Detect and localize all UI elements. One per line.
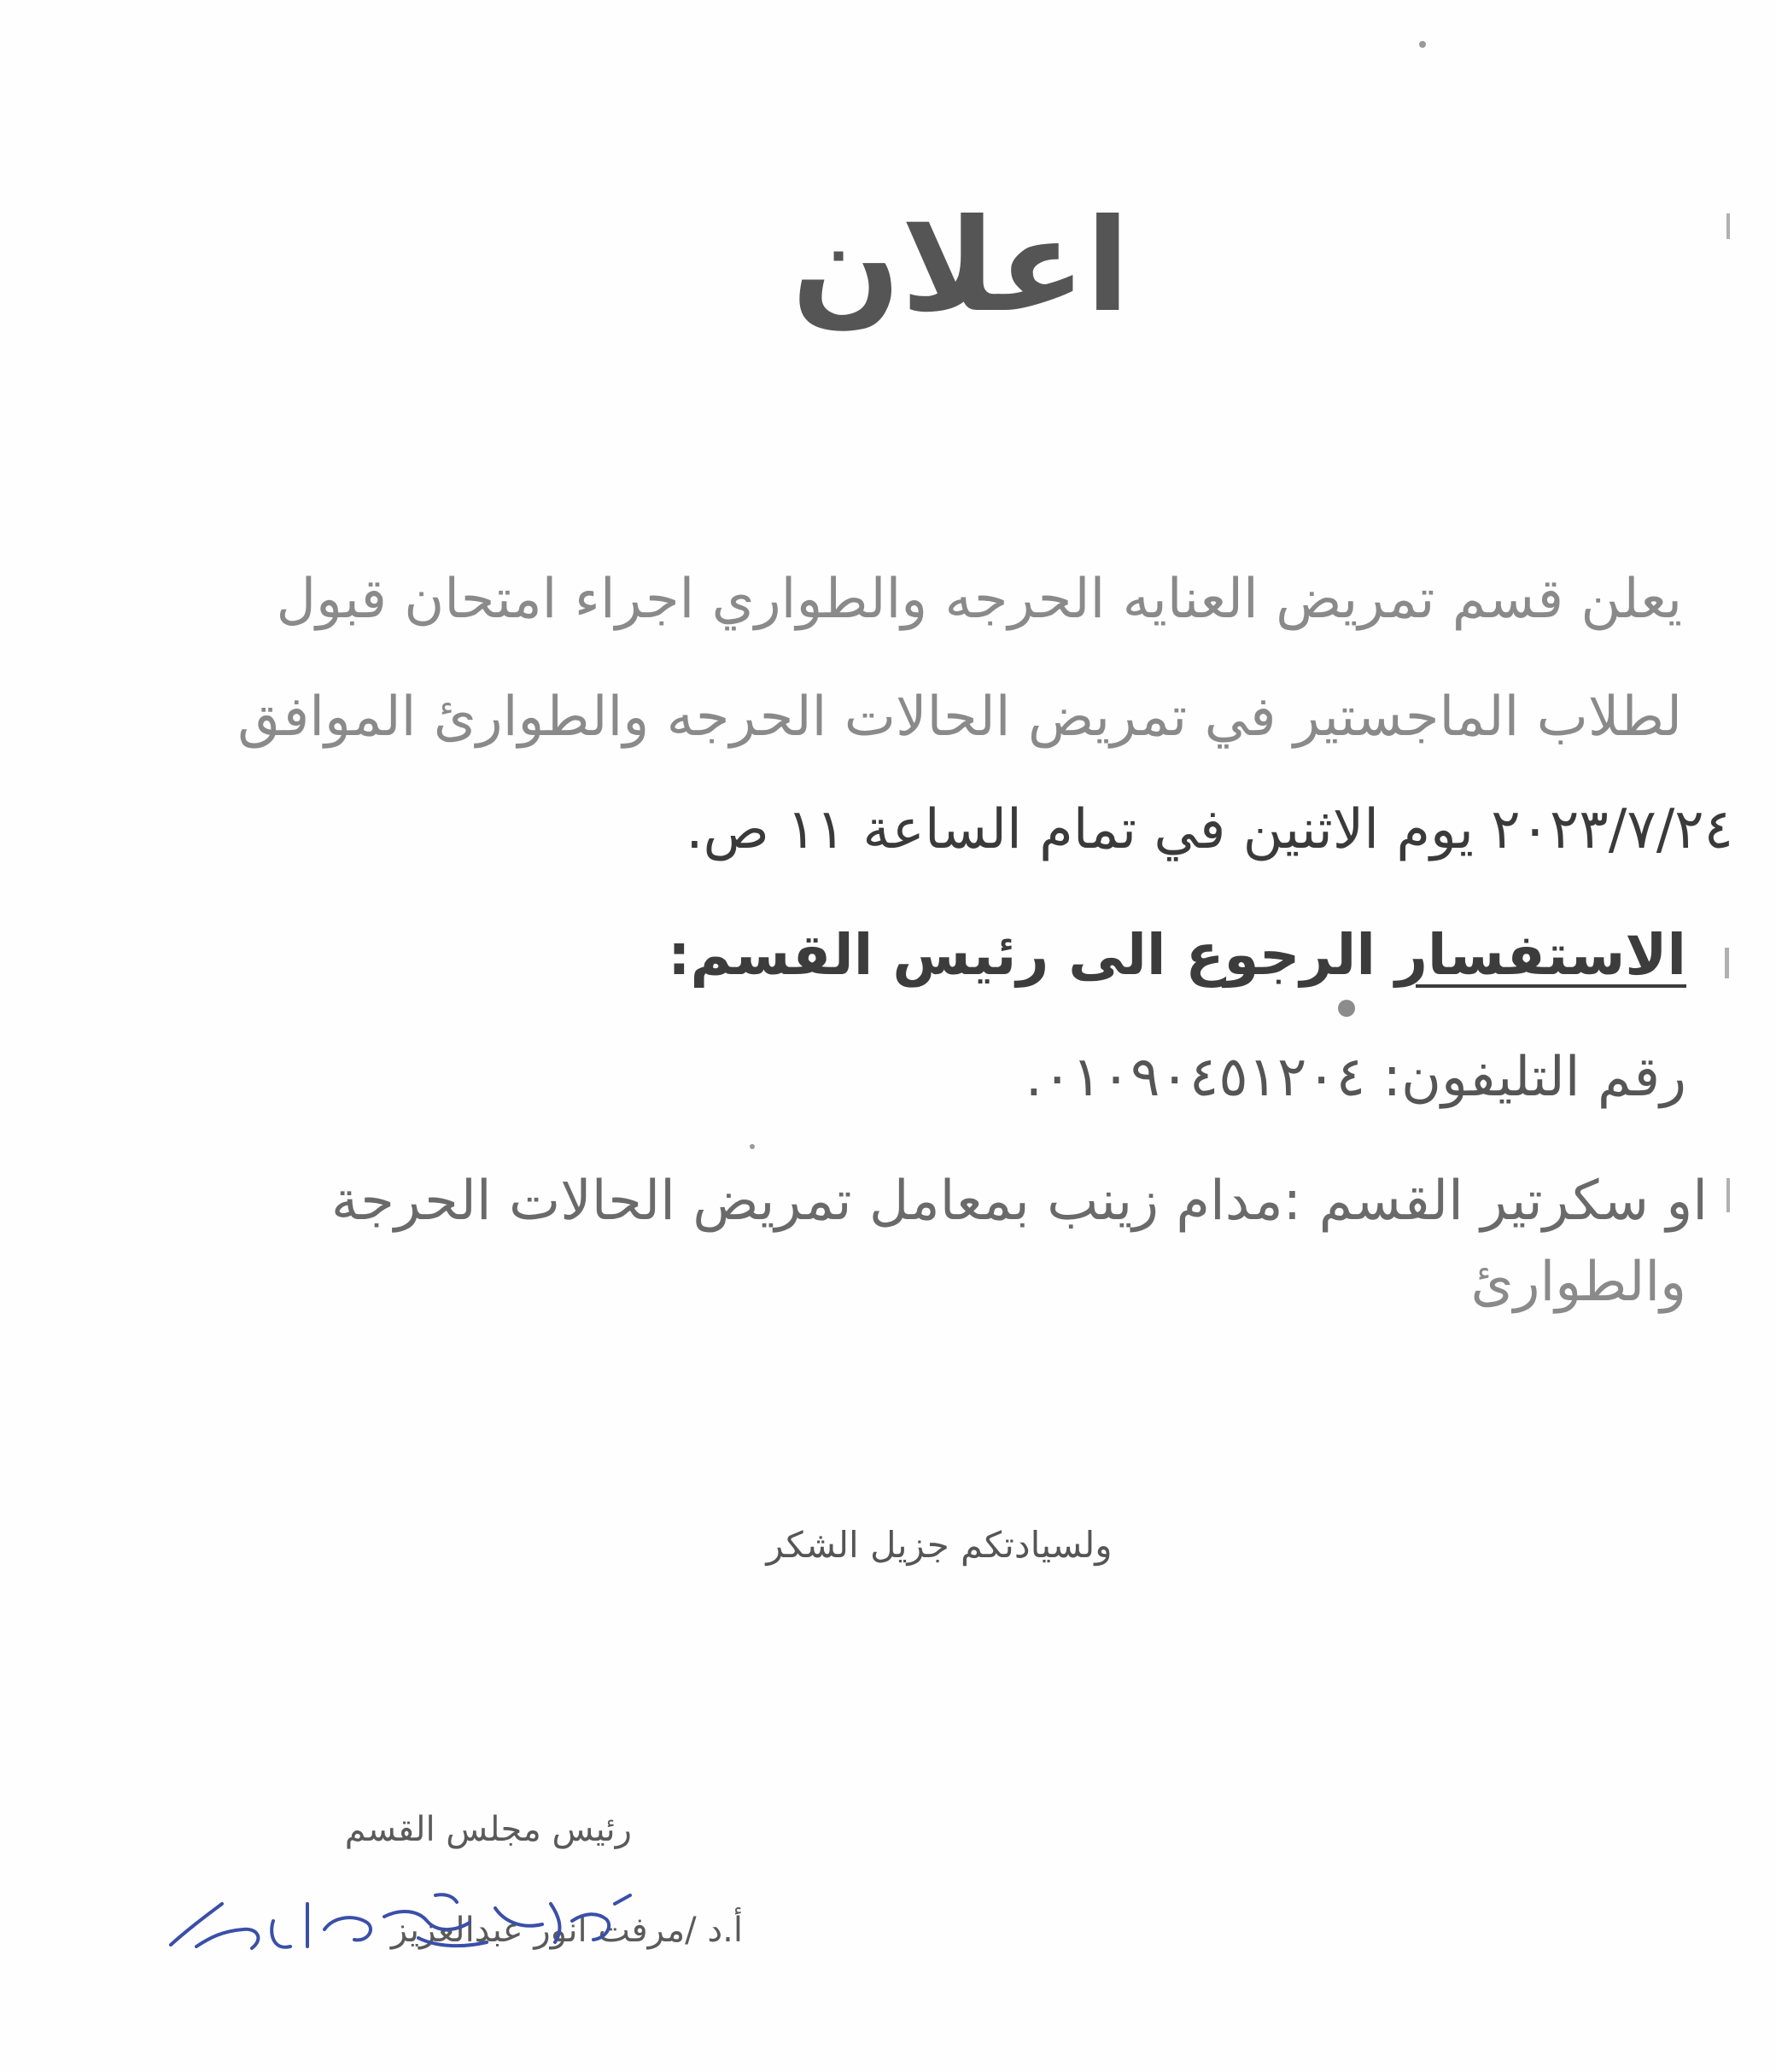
inquiry-rest: الرجوع الى رئيس القسم:	[668, 922, 1395, 988]
paragraph-line-2: لطلاب الماجستير في تمريض الحالات الحرجه والطوارئ الموافق	[237, 686, 1682, 749]
closing-thanks: ولسيادتكم جزيل الشكر	[766, 1524, 1113, 1566]
secretary-line-1: او سكرتير القسم :مدام زينب بمعامل تمريض الحالات الحرجة	[330, 1170, 1708, 1233]
scan-speck	[750, 1144, 755, 1149]
paragraph-line-3: ٢٠٢٣/٧/٢٤ يوم الاثنين في تمام الساعة ١١ ص.	[686, 798, 1733, 861]
scan-speck	[1419, 41, 1426, 48]
margin-mark	[1725, 948, 1729, 978]
margin-mark	[1726, 1178, 1730, 1212]
signatory-name: أ.د /مرفت انور عبدالعزيز	[390, 1911, 743, 1950]
handwritten-signature	[162, 1870, 640, 1972]
paragraph-line-1: يعلن قسم تمريض العنايه الحرجه والطواري اجراء امتحان قبول	[276, 568, 1682, 631]
phone-line: رقم التليفون: ٠١٠٩٠٤٥١٢٠٤.	[1025, 1046, 1686, 1109]
scan-speck	[1338, 1000, 1355, 1017]
inquiry-line	[668, 922, 1686, 988]
secretary-line-2: والطوارئ	[1470, 1251, 1686, 1314]
announcement-title: اعلان	[792, 192, 1130, 341]
inquiry-underlined-word: الاستفسار	[1394, 922, 1686, 988]
signatory-title: رئيس مجلس القسم	[344, 1810, 632, 1849]
margin-mark	[1726, 213, 1730, 239]
